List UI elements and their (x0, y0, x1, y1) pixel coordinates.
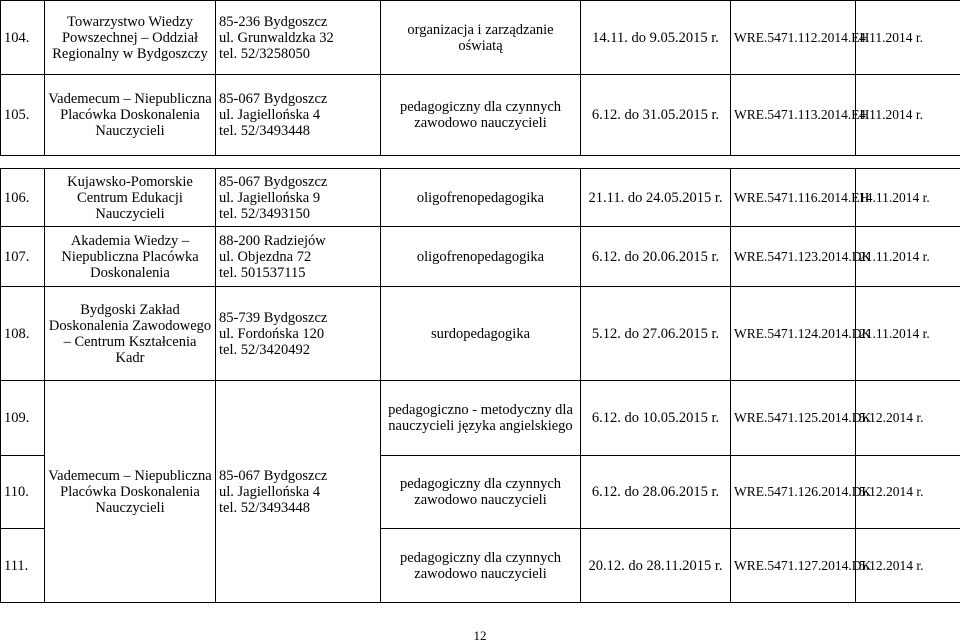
course-period: 14.11. do 9.05.2015 r. (581, 1, 731, 75)
table-row (1, 75, 960, 156)
table-row (1, 381, 960, 456)
table-row (1, 227, 960, 287)
row-number: 111. (1, 529, 45, 603)
institution-name: Vademecum – Niepubliczna Placówka Doskonalenia Nauczycieli (45, 75, 216, 156)
decision-date: 5.12.2014 r. (856, 529, 960, 603)
course-period: 21.11. do 24.05.2015 r. (581, 169, 731, 227)
table-row (1, 1, 960, 75)
course-period: 20.12. do 28.11.2015 r. (581, 529, 731, 603)
decision-date: 5.12.2014 r. (856, 381, 960, 456)
decision-reference: WRE.5471.124.2014.DK (731, 287, 856, 381)
institution-address: 85-739 Bydgoszcz ul. Fordońska 120 tel. 52/3420492 (216, 287, 381, 381)
course-field: oligofrenopedagogika (381, 169, 581, 227)
decision-reference: WRE.5471.127.2014.DK (731, 529, 856, 603)
table-row (1, 287, 960, 381)
institution-name: Towarzystwo Wiedzy Powszechnej – Oddział Regionalny w Bydgoszczy (45, 1, 216, 75)
decision-reference: WRE.5471.123.2014.DK (731, 227, 856, 287)
decision-reference: WRE.5471.125.2014.DK (731, 381, 856, 456)
course-field: pedagogiczny dla czynnych zawodowo nauczycieli (381, 75, 581, 156)
row-number: 104. (1, 1, 45, 75)
course-period: 6.12. do 20.06.2015 r. (581, 227, 731, 287)
course-field: organizacja i zarządzanie oświatą (381, 1, 581, 75)
registry-table-top (0, 0, 960, 156)
row-number: 106. (1, 169, 45, 227)
table-row (1, 169, 960, 227)
decision-date: 21.11.2014 r. (856, 227, 960, 287)
decision-reference: WRE.5471.113.2014.EH (731, 75, 856, 156)
decision-reference: WRE.5471.112.2014.EH (731, 1, 856, 75)
course-field: pedagogiczno - metodyczny dla nauczycieli języka angielskiego (381, 381, 581, 456)
institution-address: 85-067 Bydgoszcz ul. Jagiellońska 4 tel. 52/3493448 (216, 381, 381, 603)
row-number: 110. (1, 456, 45, 529)
course-period: 5.12. do 27.06.2015 r. (581, 287, 731, 381)
registry-table-bottom (0, 168, 960, 603)
institution-name: Kujawsko-Pomorskie Centrum Edukacji Nauczycieli (45, 169, 216, 227)
course-field: surdopedagogika (381, 287, 581, 381)
decision-date: 5.12.2014 r. (856, 456, 960, 529)
institution-name: Akademia Wiedzy – Niepubliczna Placówka Doskonalenia (45, 227, 216, 287)
decision-date: 14.11.2014 r. (856, 169, 960, 227)
decision-reference: WRE.5471.116.2014.EH (731, 169, 856, 227)
row-number: 107. (1, 227, 45, 287)
page-number: 12 (0, 628, 960, 644)
row-number: 105. (1, 75, 45, 156)
course-period: 6.12. do 28.06.2015 r. (581, 456, 731, 529)
course-field: oligofrenopedagogika (381, 227, 581, 287)
course-field: pedagogiczny dla czynnych zawodowo nauczycieli (381, 529, 581, 603)
course-period: 6.12. do 10.05.2015 r. (581, 381, 731, 456)
institution-address: 85-067 Bydgoszcz ul. Jagiellońska 9 tel. 52/3493150 (216, 169, 381, 227)
institution-name: Bydgoski Zakład Doskonalenia Zawodowego – Centrum Kształcenia Kadr (45, 287, 216, 381)
course-field: pedagogiczny dla czynnych zawodowo nauczycieli (381, 456, 581, 529)
institution-name: Vademecum – Niepubliczna Placówka Doskonalenia Nauczycieli (45, 381, 216, 603)
decision-date: 4.11.2014 r. (856, 75, 960, 156)
institution-address: 85-067 Bydgoszcz ul. Jagiellońska 4 tel. 52/3493448 (216, 75, 381, 156)
decision-reference: WRE.5471.126.2014.DK (731, 456, 856, 529)
row-number: 108. (1, 287, 45, 381)
decision-date: 4.11.2014 r. (856, 1, 960, 75)
institution-address: 88-200 Radziejów ul. Objezdna 72 tel. 501537115 (216, 227, 381, 287)
course-period: 6.12. do 31.05.2015 r. (581, 75, 731, 156)
row-number: 109. (1, 381, 45, 456)
decision-date: 21.11.2014 r. (856, 287, 960, 381)
institution-address: 85-236 Bydgoszcz ul. Grunwaldzka 32 tel. 52/3258050 (216, 1, 381, 75)
